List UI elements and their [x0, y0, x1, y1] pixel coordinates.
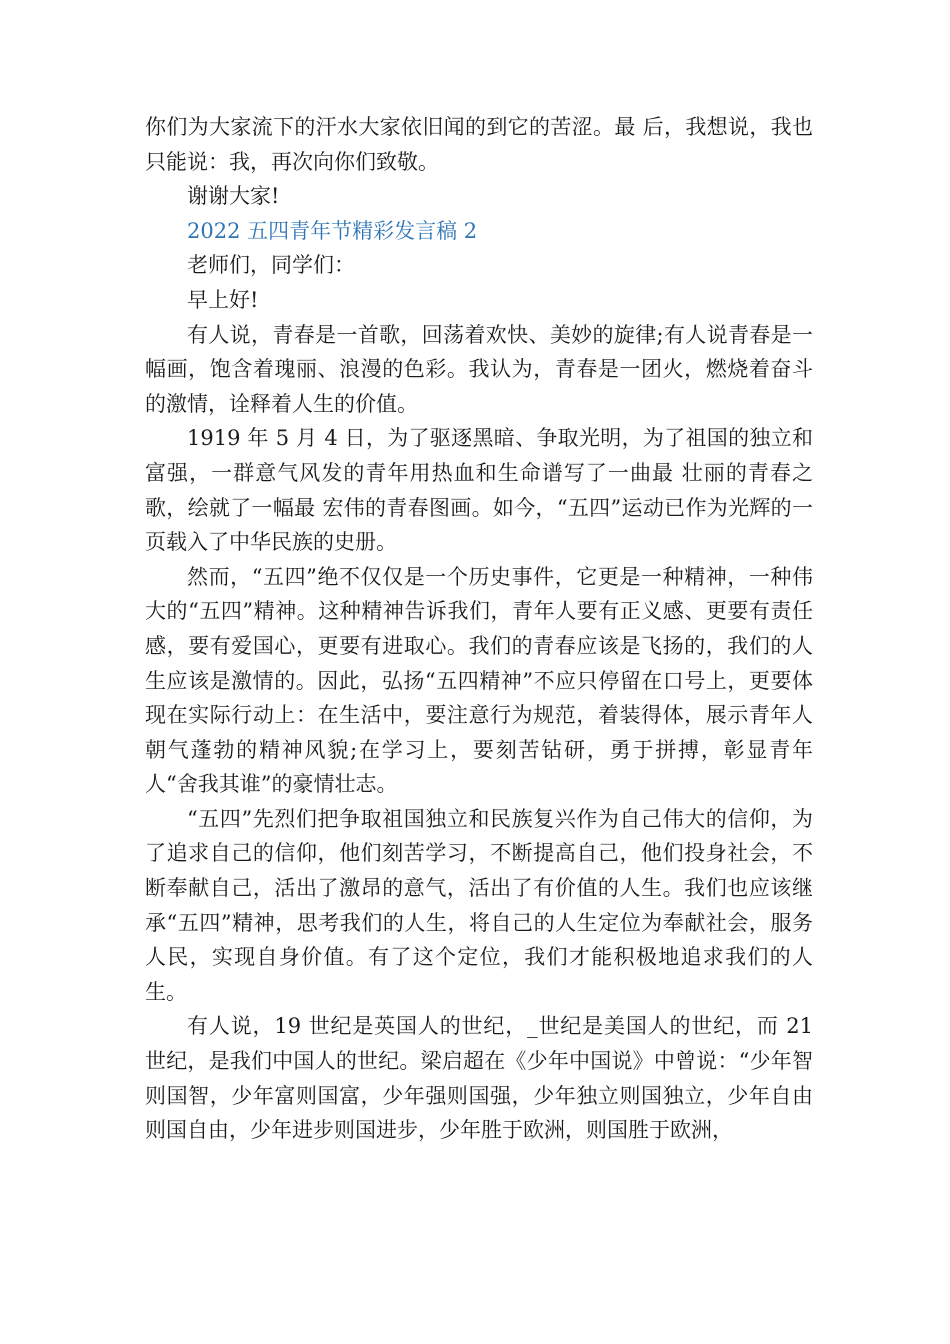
paragraph-youth-song: 有人说，青春是一首歌，回荡着欢快、美妙的旋律;有人说青春是一幅画，饱含着瑰丽、浪漫的色彩。我认为，青春是一团火，燃烧着奋斗的激情，诠释着人生的价值。	[145, 322, 813, 416]
paragraph-century: 有人说，19 世纪是英国人的世纪，_世纪是美国人的世纪，而 21 世纪，是我们中国人的世纪。梁启超在《少年中国说》中曾说：“少年智则国智，少年富则国富，少年强则国强，少年独立则国独立，少年自由则国自由，少年进步则国进步，少年胜于欧洲，则国胜于欧洲，	[145, 1014, 813, 1143]
paragraph-may-fourth-spirit: 然而，“五四”绝不仅仅是一个历史事件，它更是一种精神，一种伟大的“五四”精神。这种精神告诉我们，青年人要有正义感、更要有责任感，要有爱国心，更要有进取心。我们的青春应该是飞扬的，我们的人生应该是激情的。因此，弘扬“五四精神”不应只停留在口号上，更要体现在实际行动上：在生活中，要注意行为规范，着装得体，展示青年人朝气蓬勃的精神风貌;在学习上，要刻苦钻研，勇于拼搏，彰显青年人“舍我其谁”的豪情壮志。	[145, 564, 813, 797]
closing-thanks: 谢谢大家!	[187, 184, 280, 209]
greeting: 早上好!	[187, 287, 259, 312]
paragraph-1919: 1919 年 5 月 4 日，为了驱逐黑暗、争取光明，为了祖国的独立和富强，一群意气风发的青年用热血和生命谱写了一曲最 壮丽的青春之歌，绘就了一幅最 宏伟的青春图画。如今，“五四”运动已作为光辉的一页载入了中华民族的史册。	[145, 426, 813, 555]
salutation: 老师们，同学们：	[187, 253, 355, 278]
paragraph-continuation: 你们为大家流下的汗水大家依旧闻的到它的苦涩。最 后，我想说，我也只能说：我，再次向你们致敬。	[145, 115, 813, 174]
section-heading: 2022 五四青年节精彩发言稿 2	[187, 218, 478, 243]
document-body	[145, 110, 813, 1148]
paragraph-martyrs: “五四”先烈们把争取祖国独立和民族复兴作为自己伟大的信仰，为了追求自己的信仰，他们刻苦学习，不断提高自己，他们投身社会，不断奉献自己，活出了激昂的意气，活出了有价值的人生。我们也应该继承“五四”精神，思考我们的人生，将自己的人生定位为奉献社会，服务人民，实现自身价值。有了这个定位，我们才能积极地追求我们的人生。	[145, 806, 813, 1004]
